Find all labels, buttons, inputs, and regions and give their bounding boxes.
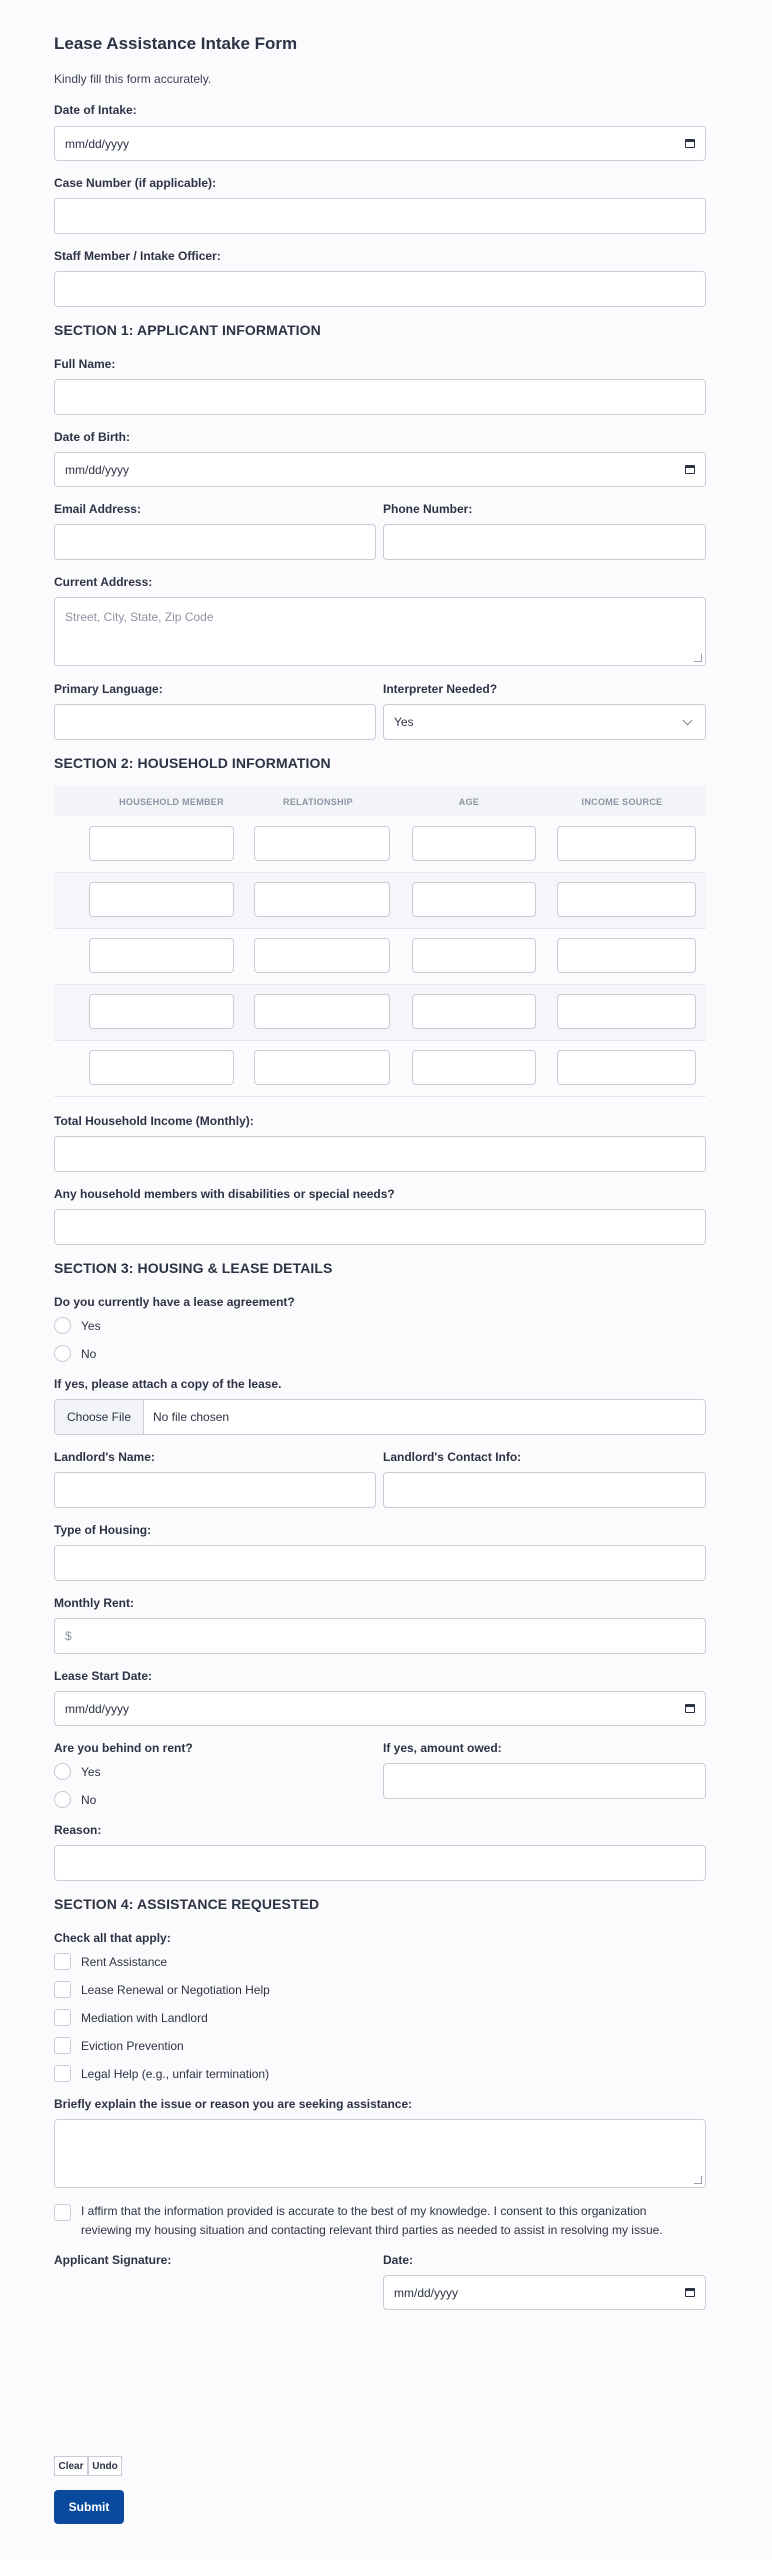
check-all-label: Check all that apply: xyxy=(54,1931,171,1945)
attach-label: If yes, please attach a copy of the lease. xyxy=(54,1377,282,1391)
date-of-intake-input[interactable] xyxy=(54,126,706,161)
chevron-down-icon xyxy=(683,716,693,726)
signature-date-placeholder: mm/dd/yyyy xyxy=(394,2285,459,2300)
behind-yes-radio[interactable] xyxy=(54,1763,71,1780)
page-title: Lease Assistance Intake Form xyxy=(54,34,298,53)
special-needs-label: Any household members with disabilities or special needs? xyxy=(54,1187,395,1201)
page-subtitle: Kindly fill this form accurately. xyxy=(54,72,212,86)
submit-button[interactable]: Submit xyxy=(54,2490,124,2524)
behind-no-radio[interactable] xyxy=(54,1791,71,1808)
lease-renewal-label: Lease Renewal or Negotiation Help xyxy=(81,1983,270,1997)
column-household-member: HOUSEHOLD MEMBER xyxy=(119,797,224,807)
dob-placeholder: mm/dd/yyyy xyxy=(65,462,130,477)
household-member-input[interactable] xyxy=(89,938,234,973)
age-input[interactable] xyxy=(412,938,536,973)
explain-label: Briefly explain the issue or reason you are seeking assistance: xyxy=(54,2097,413,2111)
mediation-label: Mediation with Landlord xyxy=(81,2011,208,2025)
relationship-input[interactable] xyxy=(254,994,390,1029)
legal-help-checkbox[interactable] xyxy=(54,2065,71,2082)
lease-start-input[interactable] xyxy=(54,1691,706,1726)
full-name-label: Full Name: xyxy=(54,357,116,371)
total-income-input[interactable] xyxy=(54,1136,706,1172)
income-source-input[interactable] xyxy=(557,882,696,917)
landlord-name-input[interactable] xyxy=(54,1472,376,1508)
household-member-input[interactable] xyxy=(89,826,234,861)
relationship-input[interactable] xyxy=(254,1050,390,1085)
relationship-input[interactable] xyxy=(254,938,390,973)
section1-title: SECTION 1: APPLICANT INFORMATION xyxy=(54,322,321,338)
calendar-icon[interactable] xyxy=(685,139,695,148)
amount-owed-label: If yes, amount owed: xyxy=(383,1741,502,1755)
legal-help-label: Legal Help (e.g., unfair termination) xyxy=(81,2067,270,2081)
lease-no-radio[interactable] xyxy=(54,1345,71,1362)
rent-placeholder: $ xyxy=(65,1629,72,1643)
column-relationship: RELATIONSHIP xyxy=(283,797,353,807)
income-source-input[interactable] xyxy=(557,994,696,1029)
rent-assistance-label: Rent Assistance xyxy=(81,1955,168,1969)
behind-rent-label: Are you behind on rent? xyxy=(54,1741,193,1755)
eviction-prevention-label: Eviction Prevention xyxy=(81,2039,184,2053)
housing-type-label: Type of Housing: xyxy=(54,1523,152,1537)
column-age: AGE xyxy=(458,797,480,807)
household-member-input[interactable] xyxy=(89,994,234,1029)
row-divider xyxy=(54,1040,706,1041)
relationship-input[interactable] xyxy=(254,826,390,861)
case-number-label: Case Number (if applicable): xyxy=(54,176,217,190)
behind-no-label: No xyxy=(81,1793,97,1807)
income-source-input[interactable] xyxy=(557,826,696,861)
phone-input[interactable] xyxy=(383,524,706,560)
date-label: Date: xyxy=(383,2253,414,2267)
dob-input[interactable] xyxy=(54,452,706,487)
section2-title: SECTION 2: HOUSEHOLD INFORMATION xyxy=(54,755,331,771)
total-income-label: Total Household Income (Monthly): xyxy=(54,1114,254,1128)
affirm-checkbox[interactable] xyxy=(54,2204,71,2221)
calendar-icon[interactable] xyxy=(685,2288,695,2297)
monthly-rent-label: Monthly Rent: xyxy=(54,1596,134,1610)
calendar-icon[interactable] xyxy=(685,465,695,474)
date-of-intake-label: Date of Intake: xyxy=(54,103,137,117)
relationship-input[interactable] xyxy=(254,882,390,917)
interpreter-value: Yes xyxy=(394,715,414,729)
column-income-source: INCOME SOURCE xyxy=(581,797,663,807)
section3-title: SECTION 3: HOUSING & LEASE DETAILS xyxy=(54,1260,333,1276)
housing-type-input[interactable] xyxy=(54,1545,706,1581)
age-input[interactable] xyxy=(412,994,536,1029)
household-member-input[interactable] xyxy=(89,1050,234,1085)
eviction-prevention-checkbox[interactable] xyxy=(54,2037,71,2054)
lease-yes-radio[interactable] xyxy=(54,1317,71,1334)
interpreter-select[interactable] xyxy=(383,704,706,740)
row-divider xyxy=(54,872,706,873)
address-textarea[interactable] xyxy=(54,597,706,666)
lease-start-placeholder: mm/dd/yyyy xyxy=(65,1701,130,1716)
staff-member-input[interactable] xyxy=(54,271,706,307)
row-divider xyxy=(54,1096,706,1097)
monthly-rent-input[interactable] xyxy=(54,1618,706,1654)
choose-file-button[interactable]: Choose File xyxy=(55,1400,144,1434)
income-source-input[interactable] xyxy=(557,1050,696,1085)
resize-handle-icon[interactable] xyxy=(694,654,702,662)
household-member-input[interactable] xyxy=(89,882,234,917)
full-name-input[interactable] xyxy=(54,379,706,415)
explain-textarea[interactable] xyxy=(54,2119,706,2188)
phone-label: Phone Number: xyxy=(383,502,473,516)
date-placeholder: mm/dd/yyyy xyxy=(65,136,130,151)
affirm-line-2: reviewing my housing situation and contacting relevant third parties as needed to assist in resolving my issue. xyxy=(81,2223,663,2237)
affirm-text xyxy=(81,2202,706,2240)
mediation-checkbox[interactable] xyxy=(54,2009,71,2026)
rent-assistance-checkbox[interactable] xyxy=(54,1953,71,1970)
reason-input[interactable] xyxy=(54,1845,706,1881)
income-source-input[interactable] xyxy=(557,938,696,973)
row-divider xyxy=(54,984,706,985)
staff-member-label: Staff Member / Intake Officer: xyxy=(54,249,221,263)
undo-button[interactable]: Undo xyxy=(88,2456,122,2476)
language-input[interactable] xyxy=(54,704,376,740)
lease-file-input[interactable] xyxy=(54,1399,706,1435)
calendar-icon[interactable] xyxy=(685,1704,695,1713)
amount-owed-input[interactable] xyxy=(383,1763,706,1799)
landlord-contact-label: Landlord's Contact Info: xyxy=(383,1450,522,1464)
signature-date-input[interactable] xyxy=(383,2275,706,2310)
lease-yes-label: Yes xyxy=(81,1319,101,1333)
signature-pad[interactable] xyxy=(54,2275,376,2445)
signature-label: Applicant Signature: xyxy=(54,2253,172,2267)
lease-question-label: Do you currently have a lease agreement? xyxy=(54,1295,295,1309)
email-input[interactable] xyxy=(54,524,376,560)
interpreter-label: Interpreter Needed? xyxy=(383,682,498,696)
case-number-input[interactable] xyxy=(54,198,706,234)
language-label: Primary Language: xyxy=(54,682,163,696)
affirm-line-1: I affirm that the information provided is accurate to the best of my knowledge. I consent to this organization xyxy=(81,2204,647,2218)
email-label: Email Address: xyxy=(54,502,141,516)
age-input[interactable] xyxy=(412,826,536,861)
row-divider xyxy=(54,928,706,929)
landlord-name-label: Landlord's Name: xyxy=(54,1450,155,1464)
special-needs-input[interactable] xyxy=(54,1209,706,1245)
file-status: No file chosen xyxy=(153,1410,230,1424)
resize-handle-icon[interactable] xyxy=(694,2176,702,2184)
clear-button[interactable]: Clear xyxy=(54,2456,88,2476)
address-placeholder: Street, City, State, Zip Code xyxy=(65,610,214,624)
behind-yes-label: Yes xyxy=(81,1765,101,1779)
lease-no-label: No xyxy=(81,1347,97,1361)
section4-title: SECTION 4: ASSISTANCE REQUESTED xyxy=(54,1896,320,1912)
landlord-contact-input[interactable] xyxy=(383,1472,706,1508)
reason-label: Reason: xyxy=(54,1823,102,1837)
lease-start-label: Lease Start Date: xyxy=(54,1669,153,1683)
dob-label: Date of Birth: xyxy=(54,430,130,444)
age-input[interactable] xyxy=(412,882,536,917)
age-input[interactable] xyxy=(412,1050,536,1085)
lease-renewal-checkbox[interactable] xyxy=(54,1981,71,1998)
address-label: Current Address: xyxy=(54,575,153,589)
